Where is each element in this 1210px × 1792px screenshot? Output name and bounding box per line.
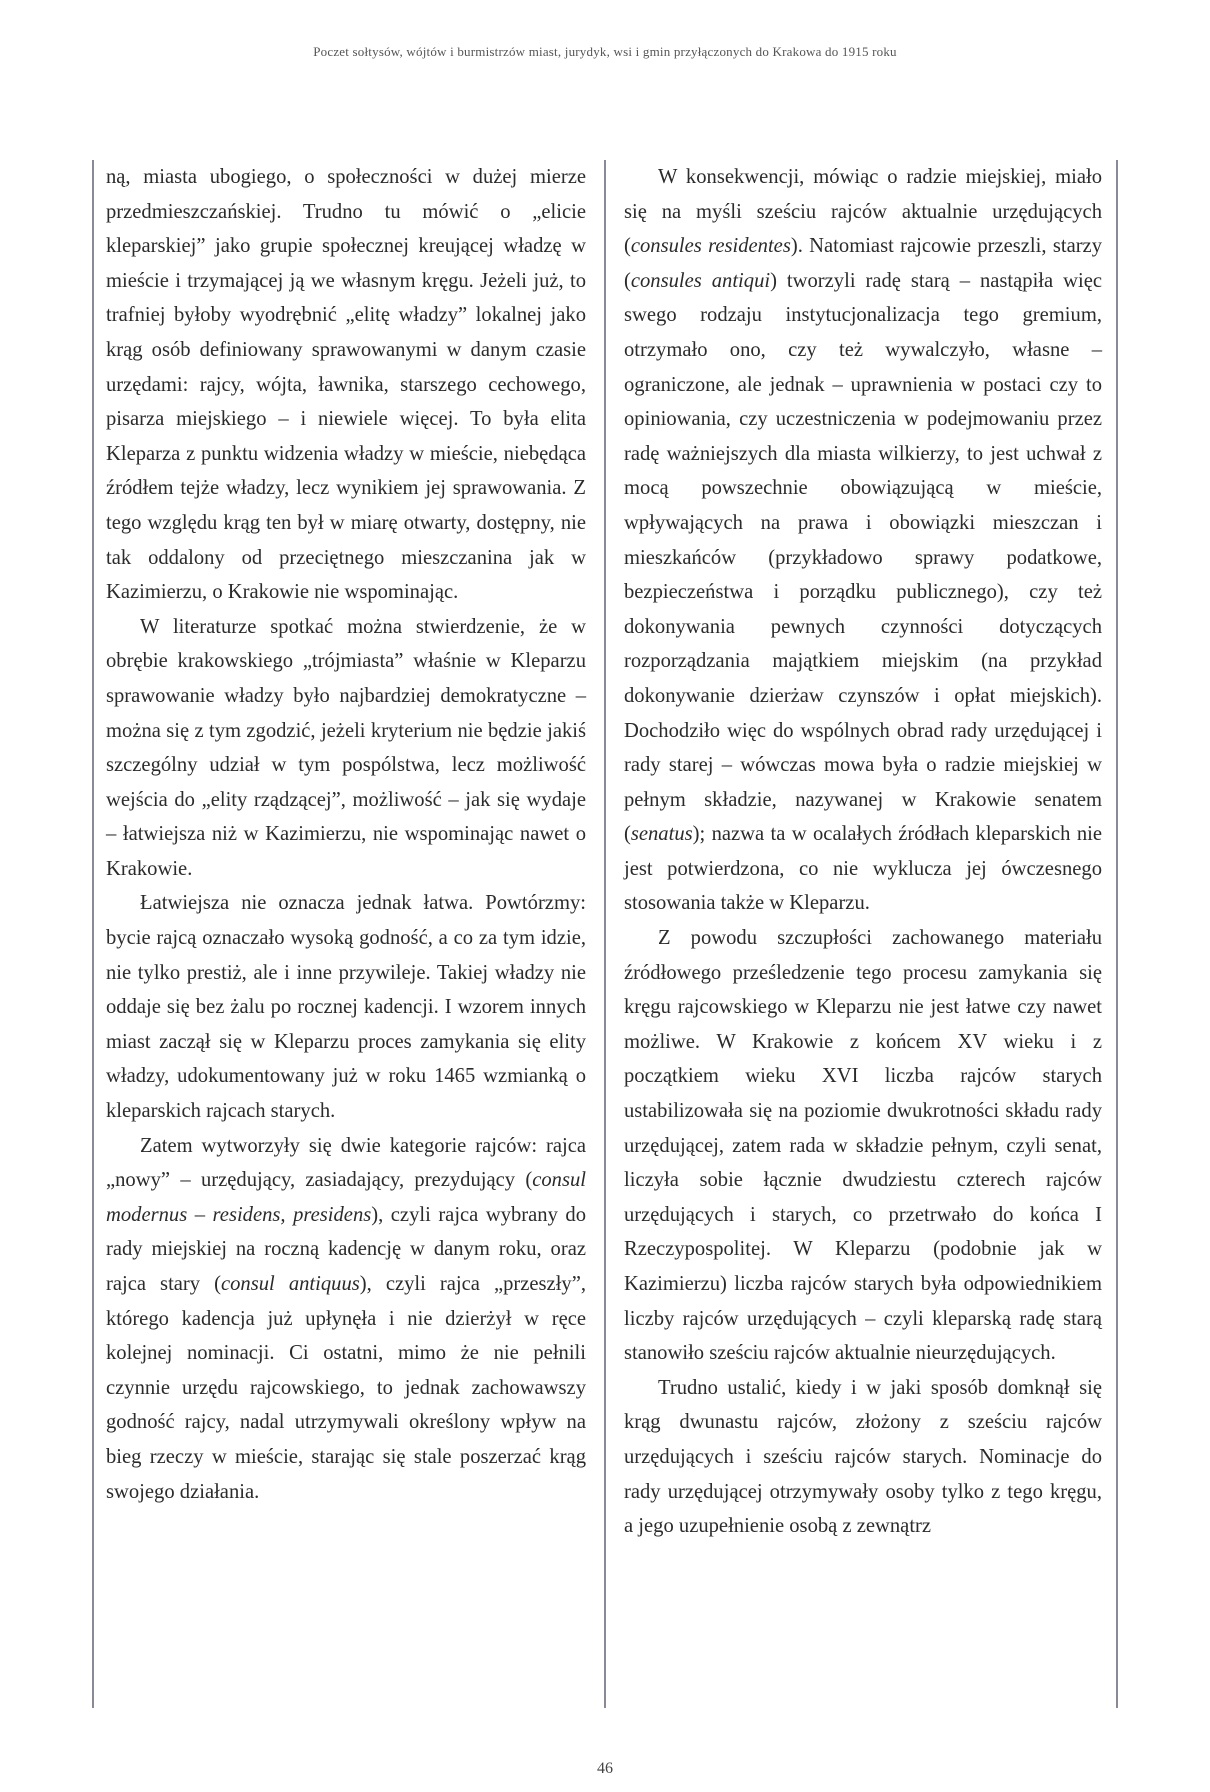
page-number: 46 (597, 1760, 613, 1777)
text-run: ); nazwa ta w ocalałych źródłach kleparskich nie jest potwierdzona, co nie wyklucza jej ówczesnego stosowania także w Kleparzu. (624, 823, 1102, 915)
latin-term: consules antiqui (630, 269, 771, 292)
paragraph: Łatwiejsza nie oznacza jednak łatwa. Powtórzmy: bycie rajcą oznaczało wysoką godność, a co za tym idzie, nie tylko prestiż, ale i inne przywileje. Takiej władzy nie oddaje się bez żalu po rocznej kadencji. I wzorem innych miast zaczął się w Kleparzu proces zamykania się elity władzy, udokumentowany już w roku 1465 wzmianką o kleparskich rajcach starych. (106, 892, 586, 1123)
right-margin-rule (1116, 160, 1118, 1708)
paragraph (624, 160, 1102, 921)
left-margin-rule (92, 160, 94, 1708)
paragraph: Trudno ustalić, kiedy i w jaki sposób domknął się krąg dwunastu rajców, złożony z sześciu rajców urzędujących i sześciu rajców starych. Nominacje do rady urzędującej otrzymywały osoby tylko z tego kręgu, a jego uzupełnienie osobą z zewnątrz (624, 1376, 1102, 1538)
center-rule (604, 160, 606, 1708)
text-run: ), czyli rajca „przeszły”, którego kadencja już upłynęła i nie dzierżył w ręce kolejnej nominacji. Ci ostatni, mimo że nie pełnili czynnie urzędu rajcowskiego, to jednak zachowawszy godność rajcy, nadal utrzymywali określony wpływ na bieg rzeczy w mieście, starając się stale poszerzać krąg swojego działania. (106, 1273, 586, 1503)
latin-term: consul modernus – residens, presidens (106, 1169, 586, 1226)
right-text-column (624, 160, 1102, 1544)
paragraph: W literaturze spotkać można stwierdzenie, że w obrębie krakowskiego „trójmiasta” właśnie w Kleparzu sprawowanie władzy było najbardziej demokratyczne – można się z tym zgodzić, jeżeli kryterium nie będzie jakiś szczególny udział w tym pospólstwa, lecz możliwość wejścia do „elity rządzącej”, możliwość – jak się wydaje – łatwiejsza niż w Kazimierzu, nie wspominając nawet o Krakowie. (106, 615, 586, 880)
paragraph (106, 1129, 586, 1510)
latin-term: consul antiquus (221, 1273, 360, 1295)
text-run: ), czyli rajca wybrany do rady miejskiej na roczną kadencję w danym roku, oraz rajca stary ( (106, 1203, 586, 1295)
latin-term: senatus (630, 823, 693, 846)
paragraph: Z powodu szczupłości zachowanego materiału źródłowego prześledzenie tego procesu zamykania się kręgu rajcowskiego w Kleparzu nie jest łatwe czy nawet możliwe. W Krakowie z końcem XV wieku i z początkiem wieku XVI liczba rajców starych ustabilizowała się na poziomie dwukrotności składu rady urzędującej, zatem rada w składzie pełnym, czyli senat, liczyła sobie łącznie dwudziestu czterech rajców urzędujących i starych, co przetrwało do końca I Rzeczypospolitej. W Kleparzu (podobnie jak w Kazimierzu) liczba rajców starych była odpowiednikiem liczby rajców urzędujących – czyli kleparską radę starą stanowiło sześciu rajców aktualnie nieurzędujących. (624, 927, 1102, 1365)
paragraph: ną, miasta ubogiego, o społeczności w dużej mierze przedmieszczańskiej. Trudno tu mówić o „elicie kleparskiej” jako grupie społecznej kreującej władzę w mieście i trzymającej ją we własnym kręgu. Jeżeli już, to trafniej byłoby wyodrębnić „elitę władzy” lokalnej jako krąg osób definiowany sprawowanymi w danym czasie urzędami: rajcy, wójta, ławnika, starszego cechowego, pisarza miejskiego – i niewiele więcej. To była elita Kleparza z punktu widzenia władzy w mieście, niebędąca źródłem tejże władzy, lecz wynikiem jej sprawowania. Z tego względu krąg ten był w miarę otwarty, dostępny, nie tak oddalony od przeciętnego mieszczanina jak w Kazimierzu, o Krakowie nie wspominając. (106, 166, 586, 604)
text-run: W konsekwencji, mówiąc o radzie miejskiej, miało się na myśli sześciu rajców aktualnie urzędujących ( (624, 166, 1102, 258)
left-text-column (106, 160, 586, 1509)
text-run: ). Natomiast rajcowie przeszli, starzy ( (624, 235, 1102, 292)
text-run: ) tworzyli radę starą – nastąpiła więc swego rodzaju instytucjonalizacja tego gremium, otrzymało ono, czy też wywalczyło, własne – ograniczone, ale jednak – uprawnienia w postaci czy to opiniowania, czy uczestniczenia w podejmowaniu przez radę ważniejszych dla miasta wilkierzy, to jest uchwał z mocą powszechnie obowiązującą w mieście, wpływających na prawa i obowiązki mieszczan i mieszkańców (przykładowo sprawy podatkowe, bezpieczeństwa i porządku publicznego), czy też dokonywania pewnych czynności dotyczących rozporządzania majątkiem miejskim (na przykład dokonywanie dzierżaw czynszów i opłat miejskich). Dochodziło więc do wspólnych obrad rady urzędującej i rady starej – wówczas mowa była o radzie miejskiej w pełnym składzie, nazywanej w Krakowie senatem ( (624, 269, 1102, 846)
latin-term: consules residentes (630, 235, 791, 258)
running-header: Poczet sołtysów, wójtów i burmistrzów miast, jurydyk, wsi i gmin przyłączonych do Krakowa do 1915 roku (313, 44, 897, 59)
text-run: Zatem wytworzyły się dwie kategorie rajców: rajca „nowy” – urzędujący, zasiadający, prezydujący ( (106, 1134, 586, 1192)
